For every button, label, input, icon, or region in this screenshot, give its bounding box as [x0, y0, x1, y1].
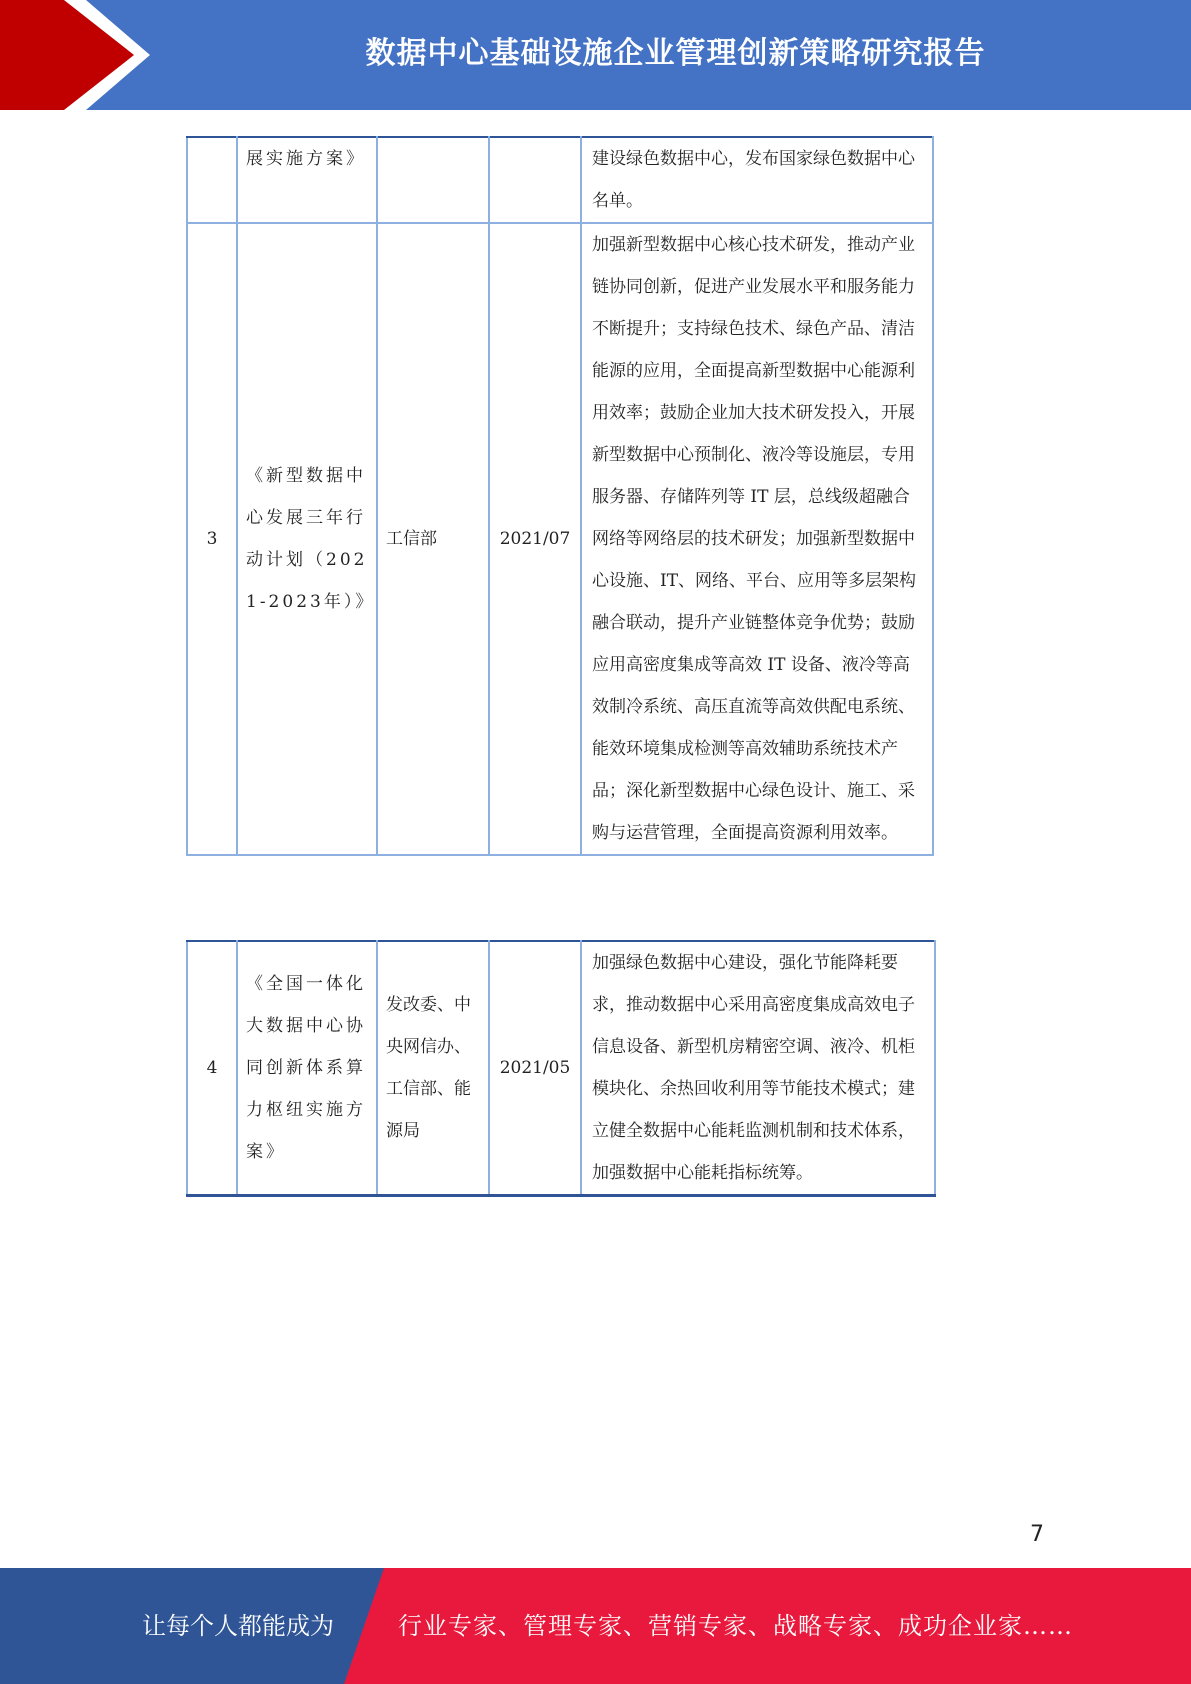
policy-name: 展实施方案》 — [237, 137, 377, 223]
issue-date: 2021/07 — [489, 223, 581, 855]
row-number: 4 — [187, 941, 237, 1196]
policy-content: 加强新型数据中心核心技术研发，推动产业链协同创新，促进产业发展水平和服务能力不断提升；支持绿色技术、绿色产品、清洁能源的应用，全面提高新型数据中心能源利用效率；鼓励企业加大技术研发投入，开展新型数据中心预制化、液冷等设施层，专用服务器、存储阵列等 IT 层，总线级超融合网络等网络层的技术研发；加强新型数据中心设施、IT、网络、平台、应用等多层架构融合联动，提升产业链整体竞争优势；鼓励应用高密度集成等高效 IT 设备、液冷等高效制冷系统、高压直流等高效供配电系统、能效环境集成检测等高效辅助系统技术产品；深化新型数据中心绿色设计、施工、采购与运营管理，全面提高资源利用效率。 — [581, 223, 933, 855]
issue-date: 2021/05 — [489, 941, 581, 1196]
issuing-agency: 发改委、中央网信办、工信部、能源局 — [377, 941, 489, 1196]
header-arrow-decoration — [0, 0, 134, 110]
issue-date — [489, 137, 581, 223]
policy-table-part1 — [186, 136, 934, 856]
policy-content: 建设绿色数据中心，发布国家绿色数据中心名单。 — [581, 137, 933, 223]
issuing-agency: 工信部 — [377, 223, 489, 855]
footer-slogan-right: 行业专家、管理专家、营销专家、战略专家、成功企业家…… — [398, 1612, 1073, 1640]
policy-table-part2 — [186, 940, 936, 1197]
page-number: 7 — [1030, 1522, 1044, 1547]
policy-content: 加强绿色数据中心建设，强化节能降耗要求，推动数据中心采用高密度集成高效电子信息设备、新型机房精密空调、液冷、机柜模块化、余热回收利用等节能技术模式；建立健全数据中心能耗监测机制和技术体系，加强数据中心能耗指标统筹。 — [581, 941, 935, 1196]
footer-slogan-left: 让每个人都能成为 — [142, 1612, 334, 1640]
page-header — [0, 0, 1191, 110]
policy-name: 《全国一体化大数据中心协同创新体系算力枢纽实施方案》 — [237, 941, 377, 1196]
report-title: 数据中心基础设施企业管理创新策略研究报告 — [365, 36, 986, 71]
policy-name: 《新型数据中心发展三年行动计划（2021-2023年）》 — [237, 223, 377, 855]
issuing-agency — [377, 137, 489, 223]
row-number: 3 — [187, 223, 237, 855]
page-footer — [0, 1568, 1191, 1684]
table-row — [187, 941, 935, 1196]
table-row — [187, 137, 933, 223]
table-row — [187, 223, 933, 855]
row-number — [187, 137, 237, 223]
